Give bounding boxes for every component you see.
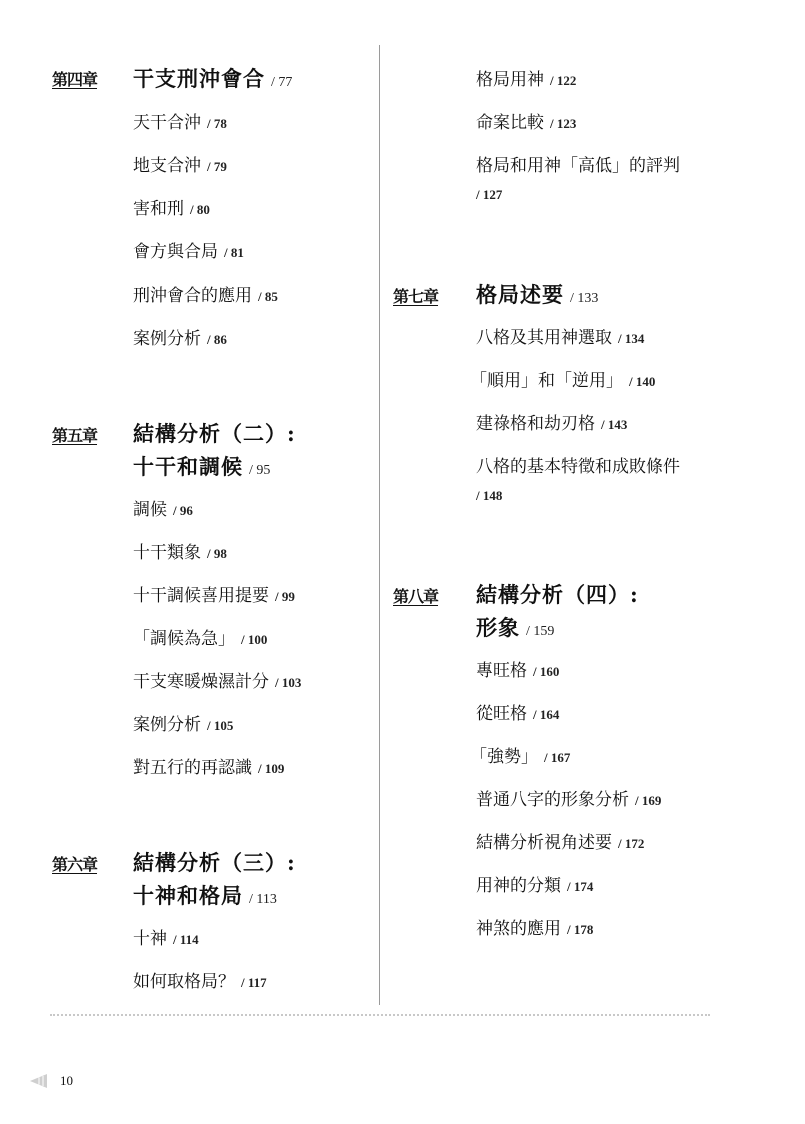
page-ref: / 99 <box>275 589 295 604</box>
page-ref: / 77 <box>271 75 293 90</box>
page-ref: / 133 <box>570 291 599 306</box>
toc-entry[interactable]: 從旺格 / 164 <box>476 704 560 724</box>
toc-entry[interactable]: 干支寒暖燥濕計分 / 103 <box>133 672 302 692</box>
toc-entry[interactable]: 如何取格局？ / 117 <box>133 972 267 992</box>
page-number: 10 <box>60 1073 73 1088</box>
toc-entry[interactable]: 建祿格和劫刃格 / 143 <box>476 414 628 434</box>
page-ref: / 113 <box>249 892 277 907</box>
page-ref: / 114 <box>173 932 199 947</box>
page-ref: / 123 <box>550 116 577 131</box>
toc-entry[interactable]: 案例分析 / 105 <box>133 715 234 735</box>
page-ref: / 134 <box>618 331 645 346</box>
toc-entry[interactable]: 刑沖會合的應用 / 85 <box>133 286 278 306</box>
page-ref: / 95 <box>249 463 271 478</box>
page-ref: / 105 <box>207 718 234 733</box>
toc-entry[interactable]: 會方與合局 / 81 <box>133 242 244 262</box>
page-ref: / 86 <box>207 332 227 347</box>
page-ref: / 140 <box>629 374 656 389</box>
toc-entry[interactable]: 用神的分類 / 174 <box>476 876 594 896</box>
page-ref: / 81 <box>224 245 244 260</box>
toc-entry[interactable]: 地支合沖 / 79 <box>133 156 227 176</box>
toc-entry[interactable]: 命案比較 / 123 <box>476 113 577 133</box>
page-ref: / 164 <box>533 707 560 722</box>
toc-entry[interactable]: 八格的基本特徵和成敗條件 <box>476 457 680 477</box>
toc-entry[interactable]: 案例分析 / 86 <box>133 329 227 349</box>
page-ref: / 117 <box>241 975 267 990</box>
chapter-title[interactable]: 格局述要 / 133 <box>476 282 599 307</box>
toc-entry[interactable]: 天干合沖 / 78 <box>133 113 227 133</box>
page-ref: / 143 <box>601 417 628 432</box>
chapter-label: 第四章 <box>52 70 98 89</box>
page-ref: / 169 <box>635 793 662 808</box>
chapter-title[interactable]: 結構分析（二）: <box>133 421 296 446</box>
toc-entry[interactable]: 「調候為急」 / 100 <box>133 629 268 649</box>
chapter-title[interactable]: 結構分析（三）: <box>133 850 296 875</box>
page-ref: / 103 <box>275 675 302 690</box>
toc-entry[interactable]: 「強勢」 / 167 <box>470 747 571 767</box>
page-ref: / 79 <box>207 159 227 174</box>
chapter-label: 第五章 <box>52 426 98 445</box>
footer-dotted-rule <box>50 1014 710 1016</box>
chapter-title-line-2[interactable]: 十干和調候 / 95 <box>133 454 271 479</box>
page-ref: / 100 <box>241 632 268 647</box>
toc-entry[interactable]: 十干類象 / 98 <box>133 543 227 563</box>
page-ref: / 96 <box>173 503 193 518</box>
toc-entry[interactable]: 害和刑 / 80 <box>133 199 210 219</box>
page-ref: / 80 <box>190 202 210 217</box>
page-ref: / 167 <box>544 750 571 765</box>
toc-entry[interactable]: 格局用神 / 122 <box>476 70 577 90</box>
toc-entry[interactable]: 對五行的再認識 / 109 <box>133 758 285 778</box>
toc-entry[interactable]: 八格及其用神選取 / 134 <box>476 328 645 348</box>
page-ref[interactable]: / 148 <box>476 488 503 503</box>
toc-entry[interactable]: 專旺格 / 160 <box>476 661 560 681</box>
page-ref: / 109 <box>258 761 285 776</box>
page-ref: / 78 <box>207 116 227 131</box>
page-ref: / 122 <box>550 73 577 88</box>
page-ref: / 159 <box>526 624 555 639</box>
page-ref: / 85 <box>258 289 278 304</box>
toc-entry[interactable]: 格局和用神「高低」的評判 <box>476 156 680 176</box>
chapter-title[interactable]: 結構分析（四）: <box>476 582 639 607</box>
chapter-title[interactable]: 干支刑沖會合 / 77 <box>133 66 293 91</box>
chapter-label: 第七章 <box>393 287 439 306</box>
page-arrow-icon <box>30 1074 48 1088</box>
chapter-title-line-2[interactable]: 形象 / 159 <box>476 615 555 640</box>
page-ref[interactable]: / 127 <box>476 187 503 202</box>
page-ref: / 172 <box>618 836 645 851</box>
page-ref: / 178 <box>567 922 594 937</box>
toc-entry[interactable]: 普通八字的形象分析 / 169 <box>476 790 662 810</box>
toc-entry[interactable]: 十神 / 114 <box>133 929 199 949</box>
page-ref: / 98 <box>207 546 227 561</box>
toc-entry[interactable]: 「順用」和「逆用」 / 140 <box>470 371 656 391</box>
toc-entry[interactable]: 結構分析視角述要 / 172 <box>476 833 645 853</box>
column-divider <box>379 45 380 1005</box>
page-ref: / 160 <box>533 664 560 679</box>
chapter-label: 第六章 <box>52 855 98 874</box>
page-ref: / 174 <box>567 879 594 894</box>
chapter-label: 第八章 <box>393 587 439 606</box>
toc-entry[interactable]: 神煞的應用 / 178 <box>476 919 594 939</box>
chapter-title-line-2[interactable]: 十神和格局 / 113 <box>133 883 277 908</box>
toc-entry[interactable]: 調候 / 96 <box>133 500 193 520</box>
toc-entry[interactable]: 十干調候喜用提要 / 99 <box>133 586 295 606</box>
